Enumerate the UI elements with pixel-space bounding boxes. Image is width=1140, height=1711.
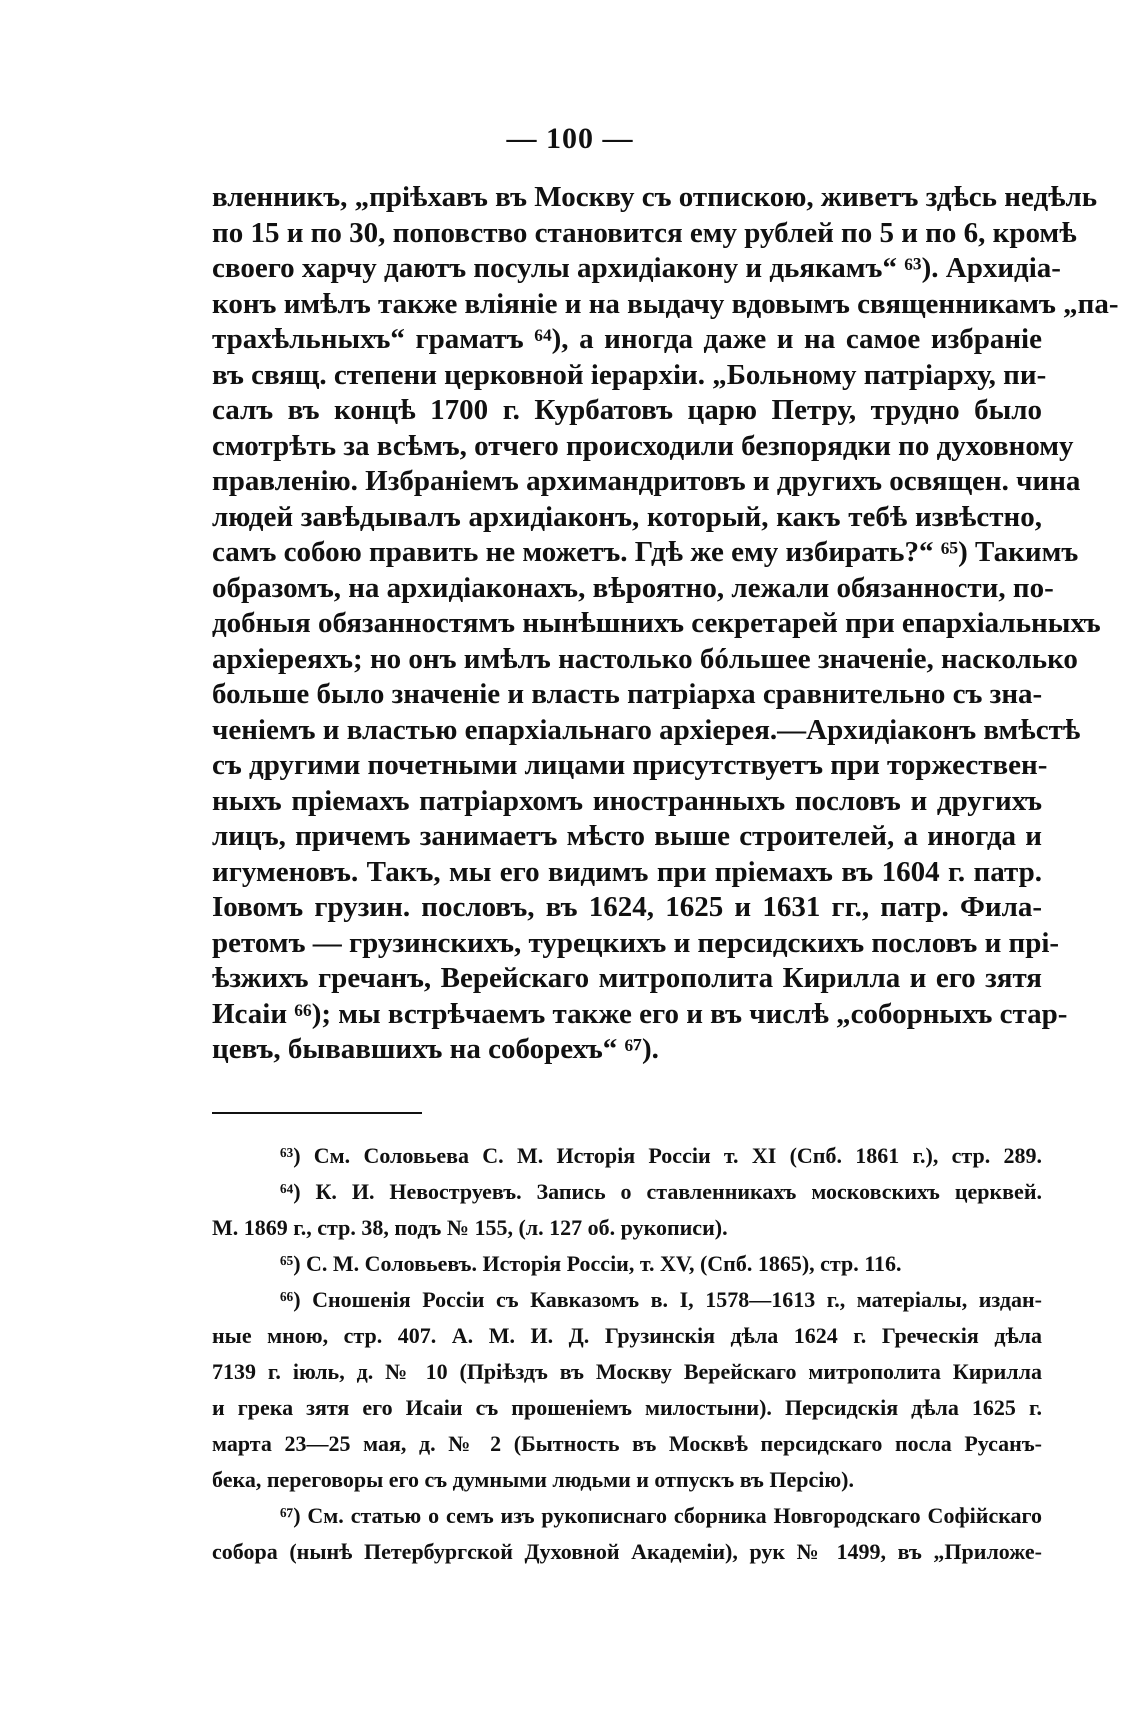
footnote-line: М. 1869 г., стр. 38, подъ № 155, (л. 127 об. рукописи).: [212, 1215, 728, 1240]
text-line: ченіемъ и властью епархіальнаго архіерея.—Архидіаконъ вмѣстѣ: [212, 713, 1081, 746]
text-line: конъ имѣлъ также вліяніе и на выдачу вдовымъ священникамъ „па-: [212, 287, 1119, 320]
text-line: съ другими почетными лицами присутствуетъ при торжествен-: [212, 749, 1048, 781]
main-text: [212, 180, 1119, 1068]
text-line: въ свящ. степени церковной іерархіи. „Больному патріарху, пи-: [212, 358, 1047, 391]
footnote-line: ⁶⁷) См. статью о семъ изъ рукописнаго сборника Новгородскаго Софійскаго: [280, 1503, 1042, 1528]
footnote-line: марта 23—25 мая, д. № 2 (Бытность въ Москвѣ персидскаго посла Русанъ-: [212, 1431, 1042, 1456]
footnote-line: ⁶⁴) К. И. Невоструевъ. Запись о ставленникахъ московскихъ церквей.: [280, 1179, 1042, 1204]
text-line: по 15 и по 30, поповство становится ему рублей по 5 и по 6, кромѣ: [212, 216, 1077, 249]
text-line: самъ собою править не можетъ. Гдѣ же ему избирать?“ ⁶⁵) Такимъ: [212, 536, 1079, 568]
text-line: добныя обязанностямъ нынѣшнихъ секретарей при епархіальныхъ: [212, 607, 1101, 639]
footnote-separator: [212, 1112, 422, 1114]
page-number: — 100 —: [506, 122, 634, 155]
footnote-line: ⁶⁵) С. М. Соловьевъ. Исторія Россіи, т. XV, (Спб. 1865), стр. 116.: [280, 1251, 902, 1276]
footnote-line: ⁶⁶) Сношенія Россіи съ Кавказомъ в. I, 1578—1613 г., матеріалы, издан-: [280, 1287, 1042, 1312]
text-line: цевъ, бывавшихъ на соборехъ“ ⁶⁷).: [212, 1033, 659, 1065]
text-line: своего харчу даютъ посулы архидіакону и дьякамъ“ ⁶³). Архидіа-: [212, 252, 1061, 284]
footnote-line: собора (нынѣ Петербургской Духовной Академіи), рук № 1499, въ „Приложе-: [212, 1539, 1042, 1564]
footnote-line: и грека зятя его Исаіи съ прошеніемъ милостыни). Персидскія дѣла 1625 г.: [212, 1395, 1042, 1420]
text-line: архіереяхъ; но онъ имѣлъ настолько бóльшее значеніе, насколько: [212, 642, 1078, 675]
text-line: салъ въ концѣ 1700 г. Курбатовъ царю Петру, трудно было: [212, 394, 1042, 426]
footnote-line: ные мною, стр. 407. А. М. И. Д. Грузинскія дѣла 1624 г. Греческія дѣла: [212, 1323, 1042, 1348]
text-line: ѣзжихъ гречанъ, Верейскаго митрополита Кирилла и его зятя: [212, 962, 1042, 994]
text-line: образомъ, на архидіаконахъ, вѣроятно, лежали обязанности, по-: [212, 571, 1054, 604]
text-line: людей завѣдывалъ архидіаконъ, который, какъ тебѣ извѣстно,: [212, 500, 1042, 533]
text-line: правленію. Избраніемъ архимандритовъ и другихъ освящен. чина: [212, 465, 1081, 497]
text-line: смотрѣть за всѣмъ, отчего происходили безпорядки по духовному: [212, 429, 1074, 462]
footnote-line: бека, переговоры его съ думными людьми и отпускъ въ Персію).: [212, 1467, 854, 1492]
text-line: трахѣльныхъ“ граматъ ⁶⁴), а иногда даже и на самое избраніе: [212, 323, 1042, 355]
text-line: больше было значеніе и власть патріарха сравнительно съ зна-: [212, 678, 1043, 710]
text-line: вленникъ, „пріѣхавъ въ Москву съ отпискою, живетъ здѣсь недѣль: [212, 181, 1098, 213]
text-line: ретомъ — грузинскихъ, турецкихъ и персидскихъ пословъ и прі-: [212, 926, 1060, 959]
text-line: ныхъ пріемахъ патріархомъ иностранныхъ пословъ и другихъ: [212, 784, 1042, 817]
text-line: лицъ, причемъ занимаетъ мѣсто выше строителей, а иногда и: [212, 820, 1042, 852]
footnotes: [212, 1138, 1042, 1570]
text-line: игуменовъ. Такъ, мы его видимъ при пріемахъ въ 1604 г. патр.: [212, 855, 1042, 888]
text-line: Іовомъ грузин. пословъ, въ 1624, 1625 и 1631 гг., патр. Фила-: [212, 891, 1042, 923]
footnote-line: ⁶³) См. Соловьева С. М. Исторія Россіи т. XI (Спб. 1861 г.), стр. 289.: [280, 1143, 1042, 1168]
text-line: Исаіи ⁶⁶); мы встрѣчаемъ также его и въ числѣ „соборныхъ стар-: [212, 997, 1068, 1030]
footnote-line: 7139 г. іюль, д. № 10 (Пріѣздъ въ Москву Верейскаго митрополита Кирилла: [212, 1359, 1042, 1384]
